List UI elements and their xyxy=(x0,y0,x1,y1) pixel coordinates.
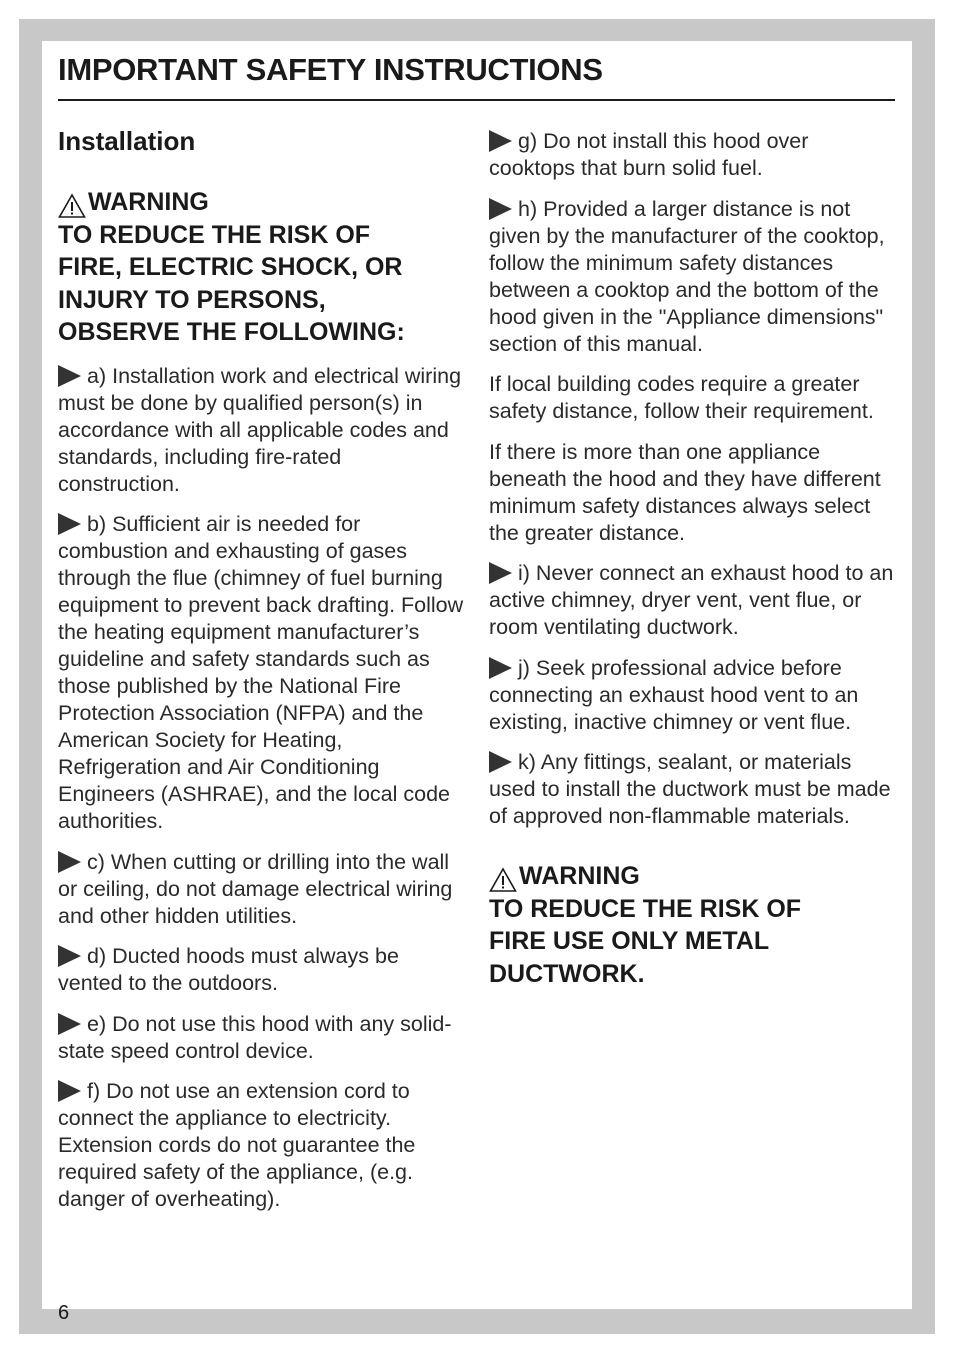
warning-text-line: OBSERVE THE FOLLOWING: xyxy=(58,318,405,346)
bullet-arrow-icon xyxy=(489,198,512,220)
bullet-arrow-icon xyxy=(489,751,512,773)
instruction-text: h) Provided a larger distance is not given by the manufacturer of the cooktop, follow the minimum safety distances between a cooktop and the bottom of the hood given in the "Appliance dimensions" section of this manual. xyxy=(489,196,885,356)
title-divider xyxy=(58,99,895,101)
page-title: IMPORTANT SAFETY INSTRUCTIONS xyxy=(58,52,603,87)
instruction-text: g) Do not install this hood over cooktops that burn solid fuel. xyxy=(489,129,809,180)
section-heading-installation: Installation xyxy=(58,126,196,156)
warning-triangle-icon xyxy=(58,193,86,219)
bullet-arrow-icon xyxy=(489,130,512,152)
instruction-text: a) Installation work and electrical wiring must be done by qualified person(s) in accordance with all applicable codes and standards, including fire-rated construction. xyxy=(58,363,462,496)
warning-text-line: DUCTWORK. xyxy=(489,959,645,988)
bullet-arrow-icon xyxy=(58,945,81,967)
warning-block-ductwork xyxy=(489,860,899,990)
instruction-item-e xyxy=(58,1011,468,1065)
bullet-arrow-icon xyxy=(58,513,81,535)
warning-text-line: INJURY TO PERSONS, xyxy=(58,285,326,314)
warning-text-line: FIRE, ELECTRIC SHOCK, OR xyxy=(58,253,403,281)
instruction-text: f) Do not use an extension cord to connect the appliance to electricity. Extension cords do not guarantee the required safety of the appliance, (e.g. danger of overheating). xyxy=(58,1079,416,1211)
warning-triangle-icon xyxy=(489,867,517,893)
instruction-text: e) Do not use this hood with any solid-state speed control device. xyxy=(58,1011,452,1063)
note-paragraph: If there is more than one appliance beneath the hood and they have different minimum safety distances always select the greater distance. xyxy=(489,439,881,545)
instruction-text: j) Seek professional advice before connecting an exhaust hood vent to an existing, inactive chimney or vent flue. xyxy=(489,655,859,734)
page-number: 6 xyxy=(58,1302,70,1324)
warning-block-general xyxy=(58,186,468,349)
instruction-text: d) Ducted hoods must always be vented to the outdoors. xyxy=(58,944,399,995)
warning-label: WARNING xyxy=(88,188,209,216)
instruction-item-f xyxy=(58,1078,468,1213)
bullet-arrow-icon xyxy=(58,851,81,873)
instruction-item-b xyxy=(58,511,468,835)
right-column xyxy=(489,128,899,1004)
instruction-text: b) Sufficient air is needed for combustion and exhausting of gases through the flue (chimney of fuel burning equipment to prevent back drafting. Follow the heating equipment manufacturer’s guideline and safety standards such as those published by the National Fire Protection Association (NFPA) and the American Society for Heating, Refrigeration and Air Conditioning Engineers (ASHRAE), and the local code authorities. xyxy=(58,512,464,833)
instruction-text: c) When cutting or drilling into the wall or ceiling, do not damage electrical wiring and other hidden utilities. xyxy=(58,849,453,928)
bullet-arrow-icon xyxy=(489,657,512,679)
instruction-item-j xyxy=(489,655,899,736)
instruction-item-d xyxy=(58,943,468,997)
warning-text-line: TO REDUCE THE RISK OF xyxy=(58,220,371,249)
instruction-item-h xyxy=(489,196,899,358)
note-paragraph: If local building codes require a greater safety distance, follow their requirement. xyxy=(489,372,874,423)
bullet-arrow-icon xyxy=(489,562,512,584)
instruction-text: k) Any fittings, sealant, or materials used to install the ductwork must be made of approved non-flammable materials. xyxy=(489,750,891,828)
instruction-item-a xyxy=(58,363,468,498)
warning-text-line: TO REDUCE THE RISK OF xyxy=(489,894,802,923)
bullet-arrow-icon xyxy=(58,1080,81,1102)
warning-label: WARNING xyxy=(519,862,640,890)
left-column xyxy=(58,124,468,1227)
bullet-arrow-icon xyxy=(58,1013,81,1035)
instruction-item-i xyxy=(489,560,899,641)
instruction-item-c xyxy=(58,849,468,930)
warning-text-line: FIRE USE ONLY METAL xyxy=(489,927,770,955)
instruction-item-g xyxy=(489,128,899,182)
warning-heading xyxy=(58,186,468,219)
instruction-item-k xyxy=(489,749,899,830)
instruction-text: i) Never connect an exhaust hood to an active chimney, dryer vent, vent flue, or room ventilating ductwork. xyxy=(489,561,894,639)
bullet-arrow-icon xyxy=(58,365,81,387)
warning-heading xyxy=(489,860,899,893)
